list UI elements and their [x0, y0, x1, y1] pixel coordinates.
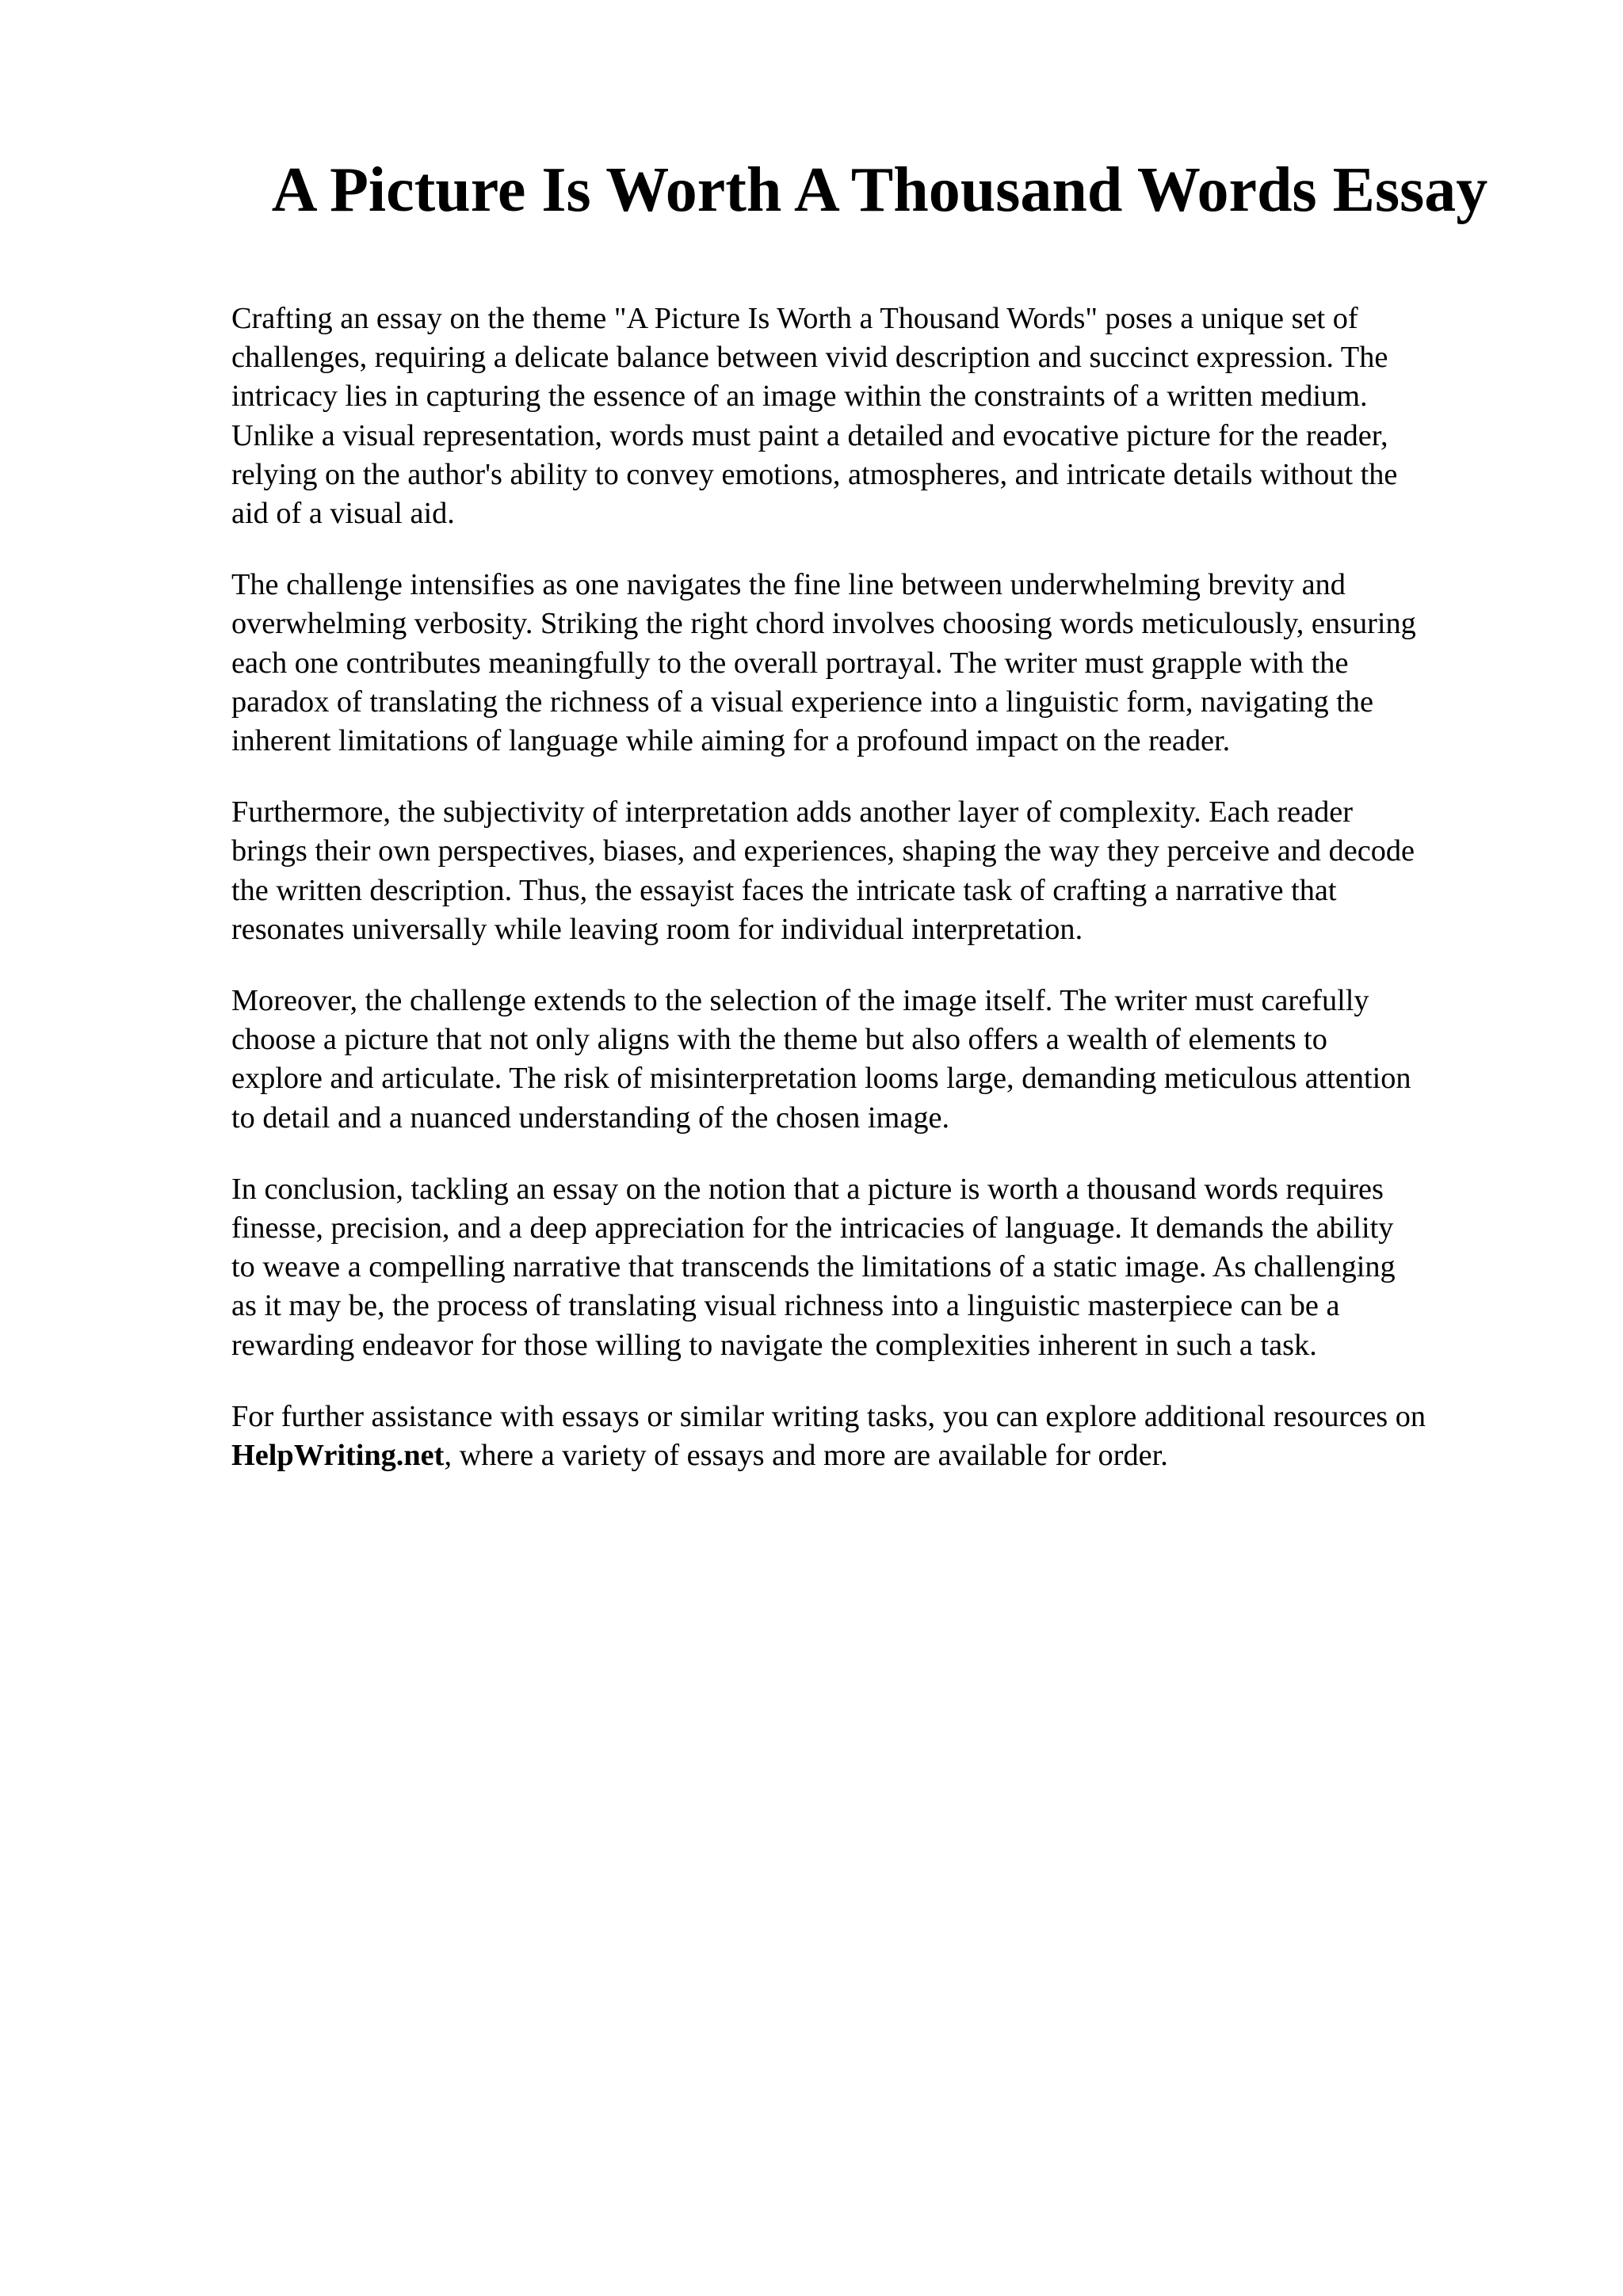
text-line: resonates universally while leaving room for individual interpretation. [231, 912, 1083, 946]
paragraph-4 [231, 982, 1531, 1138]
text-line: choose a picture that not only aligns with the theme but also offers a wealth of elements to [231, 1023, 1327, 1057]
text-line: to weave a compelling narrative that transcends the limitations of a static image. As challenging [231, 1250, 1396, 1284]
text-line: as it may be, the process of translating visual richness into a linguistic masterpiece can be a [231, 1289, 1340, 1323]
document-title: A Picture Is Worth A Thousand Words Essay [271, 155, 1488, 225]
closing-paragraph [231, 1398, 1531, 1475]
text-line: inherent limitations of language while aiming for a profound impact on the reader. [231, 724, 1231, 758]
text-line: relying on the author's ability to convey emotions, atmospheres, and intricate details without the [231, 457, 1398, 491]
text-line: rewarding endeavor for those willing to navigate the complexities inherent in such a task. [231, 1328, 1317, 1362]
text-line: aid of a visual aid. [231, 497, 455, 531]
text-line: the written description. Thus, the essayist faces the intricate task of crafting a narrative that [231, 873, 1337, 907]
text-line: paradox of translating the richness of a visual experience into a linguistic form, navigating the [231, 685, 1374, 719]
paragraph-1 [231, 299, 1531, 533]
text-line: each one contributes meaningfully to the overall portrayal. The writer must grapple with the [231, 646, 1349, 680]
text-line: In conclusion, tackling an essay on the notion that a picture is worth a thousand words requires [231, 1172, 1384, 1206]
document-body [231, 299, 1531, 1508]
text-line: finesse, precision, and a deep appreciation for the intricacies of language. It demands the ability [231, 1211, 1394, 1245]
text-line: challenges, requiring a delicate balance between vivid description and succinct expression. The [231, 341, 1388, 375]
paragraph-5 [231, 1170, 1531, 1365]
closing-text: , where a variety of essays and more are available for order. [444, 1439, 1168, 1473]
text-line: Crafting an essay on the theme "A Picture Is Worth a Thousand Words" poses a unique set of [231, 302, 1358, 335]
text-line [231, 1436, 1531, 1475]
text-line: brings their own perspectives, biases, and experiences, shaping the way they perceive and decode [231, 834, 1415, 868]
text-line: Moreover, the challenge extends to the selection of the image itself. The writer must carefully [231, 984, 1369, 1018]
paragraph-3 [231, 793, 1531, 949]
text-line: to detail and a nuanced understanding of the chosen image. [231, 1100, 950, 1135]
text-line: Furthermore, the subjectivity of interpretation adds another layer of complexity. Each reader [231, 795, 1354, 830]
text-line: explore and articulate. The risk of misinterpretation looms large, demanding meticulous attention [231, 1062, 1411, 1096]
text-line: overwhelming verbosity. Striking the right chord involves choosing words meticulously, ensuring [231, 607, 1416, 641]
text-line: For further assistance with essays or similar writing tasks, you can explore additional resources on [231, 1399, 1426, 1433]
text-line: The challenge intensifies as one navigates the fine line between underwhelming brevity and [231, 568, 1346, 602]
paragraph-2 [231, 566, 1531, 761]
text-line: Unlike a visual representation, words must paint a detailed and evocative picture for the reader, [231, 418, 1388, 452]
helpwriting-link[interactable]: HelpWriting.net [231, 1439, 445, 1473]
text-line: intricacy lies in capturing the essence of an image within the constraints of a written medium. [231, 379, 1368, 414]
